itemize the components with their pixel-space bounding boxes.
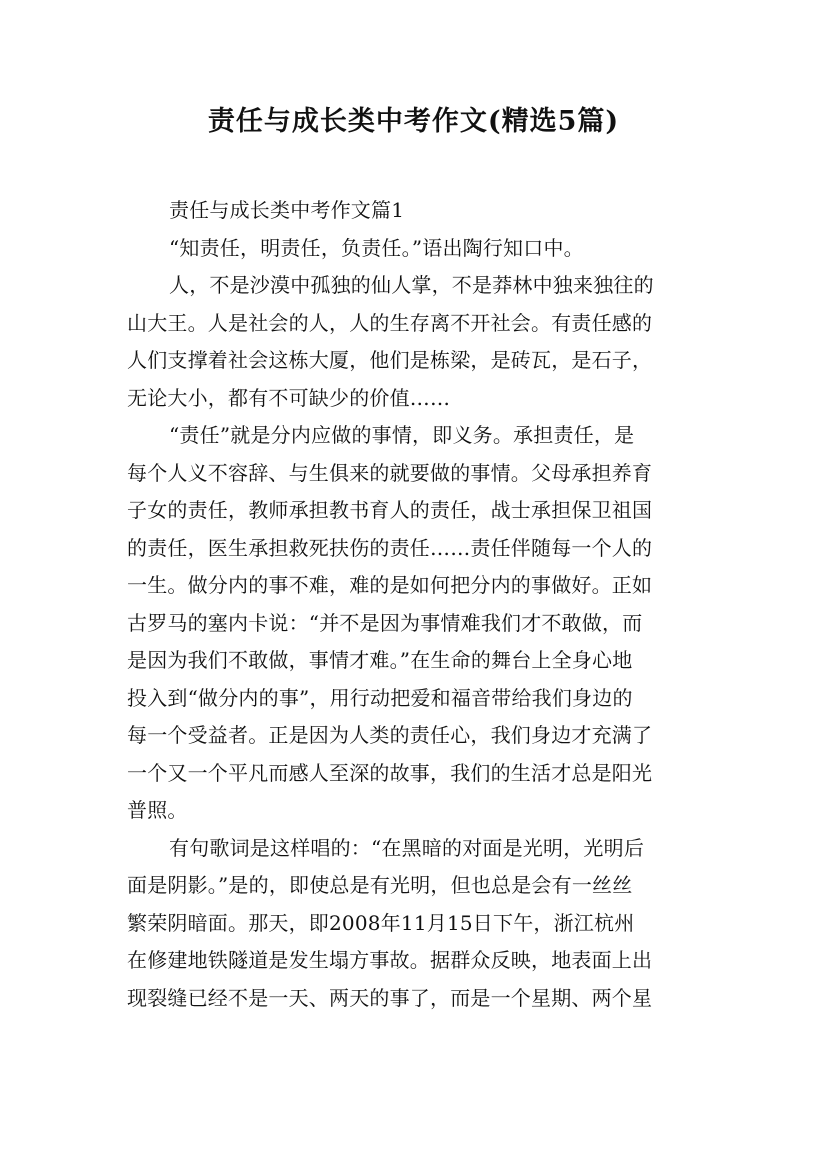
text-line: 人，不是沙漠中孤独的仙人掌，不是莽林中独来独往的 [169,273,654,297]
text-line: 投入到“做分内的事”，用行动把爱和福音带给我们身边的 [127,685,633,710]
text-line: 在修建地铁隧道是发生塌方事故。据群众反映，地表面上出 [127,948,653,972]
text-line: 有句歌词是这样唱的：“在黑暗的对面是光明，光明后 [169,835,645,860]
text-line: 每个人义不容辞、与生俱来的就要做的事情。父母承担养育 [127,460,653,485]
text-line: 的责任，医生承担救死扶伤的责任……责任伴随每一个人的 [127,535,653,560]
text-line: 是因为我们不敢做，事情才难。”在生命的舞台上全身心地 [127,648,633,672]
text-line: 普照。 [127,798,188,822]
text-line: 责任与成长类中考作文篇1 [169,198,405,222]
text-line: 繁荣阴暗面。那天，即2008年11月15日下午，浙江杭州 [127,910,635,935]
text-line: “责任”就是分内应做的事情，即义务。承担责任，是 [169,423,635,447]
text-line: 面是阴影。”是的，即使总是有光明，但也总是会有一丝丝 [127,873,633,897]
text-line: 古罗马的塞内卡说：“并不是因为事情难我们才不敢做，而 [127,610,643,635]
text-line: 人们支撑着社会这栋大厦，他们是栋梁，是砖瓦，是石子， [127,348,653,372]
text-line: “知责任，明责任，负责任。”语出陶行知口中。 [169,235,584,260]
text-line: 子女的责任，教师承担教书育人的责任，战士承担保卫祖国 [127,498,653,522]
text-line: 山大王。人是社会的人，人的生存离不开社会。有责任感的 [127,310,653,335]
document-title: 责任与成长类中考作文(精选5篇) [207,106,620,137]
text-line: 一个又一个平凡而感人至深的故事，我们的生活才总是阳光 [127,760,653,785]
text-line: 一生。做分内的事不难，难的是如何把分内的事做好。正如 [127,573,653,597]
text-line: 现裂缝已经不是一天、两天的事了，而是一个星期、两个星 [127,985,653,1010]
document-body [127,192,717,1017]
text-line: 无论大小，都有不可缺少的价值…… [127,385,451,410]
text-line: 每一个受益者。正是因为人类的责任心，我们身边才充满了 [127,723,653,747]
